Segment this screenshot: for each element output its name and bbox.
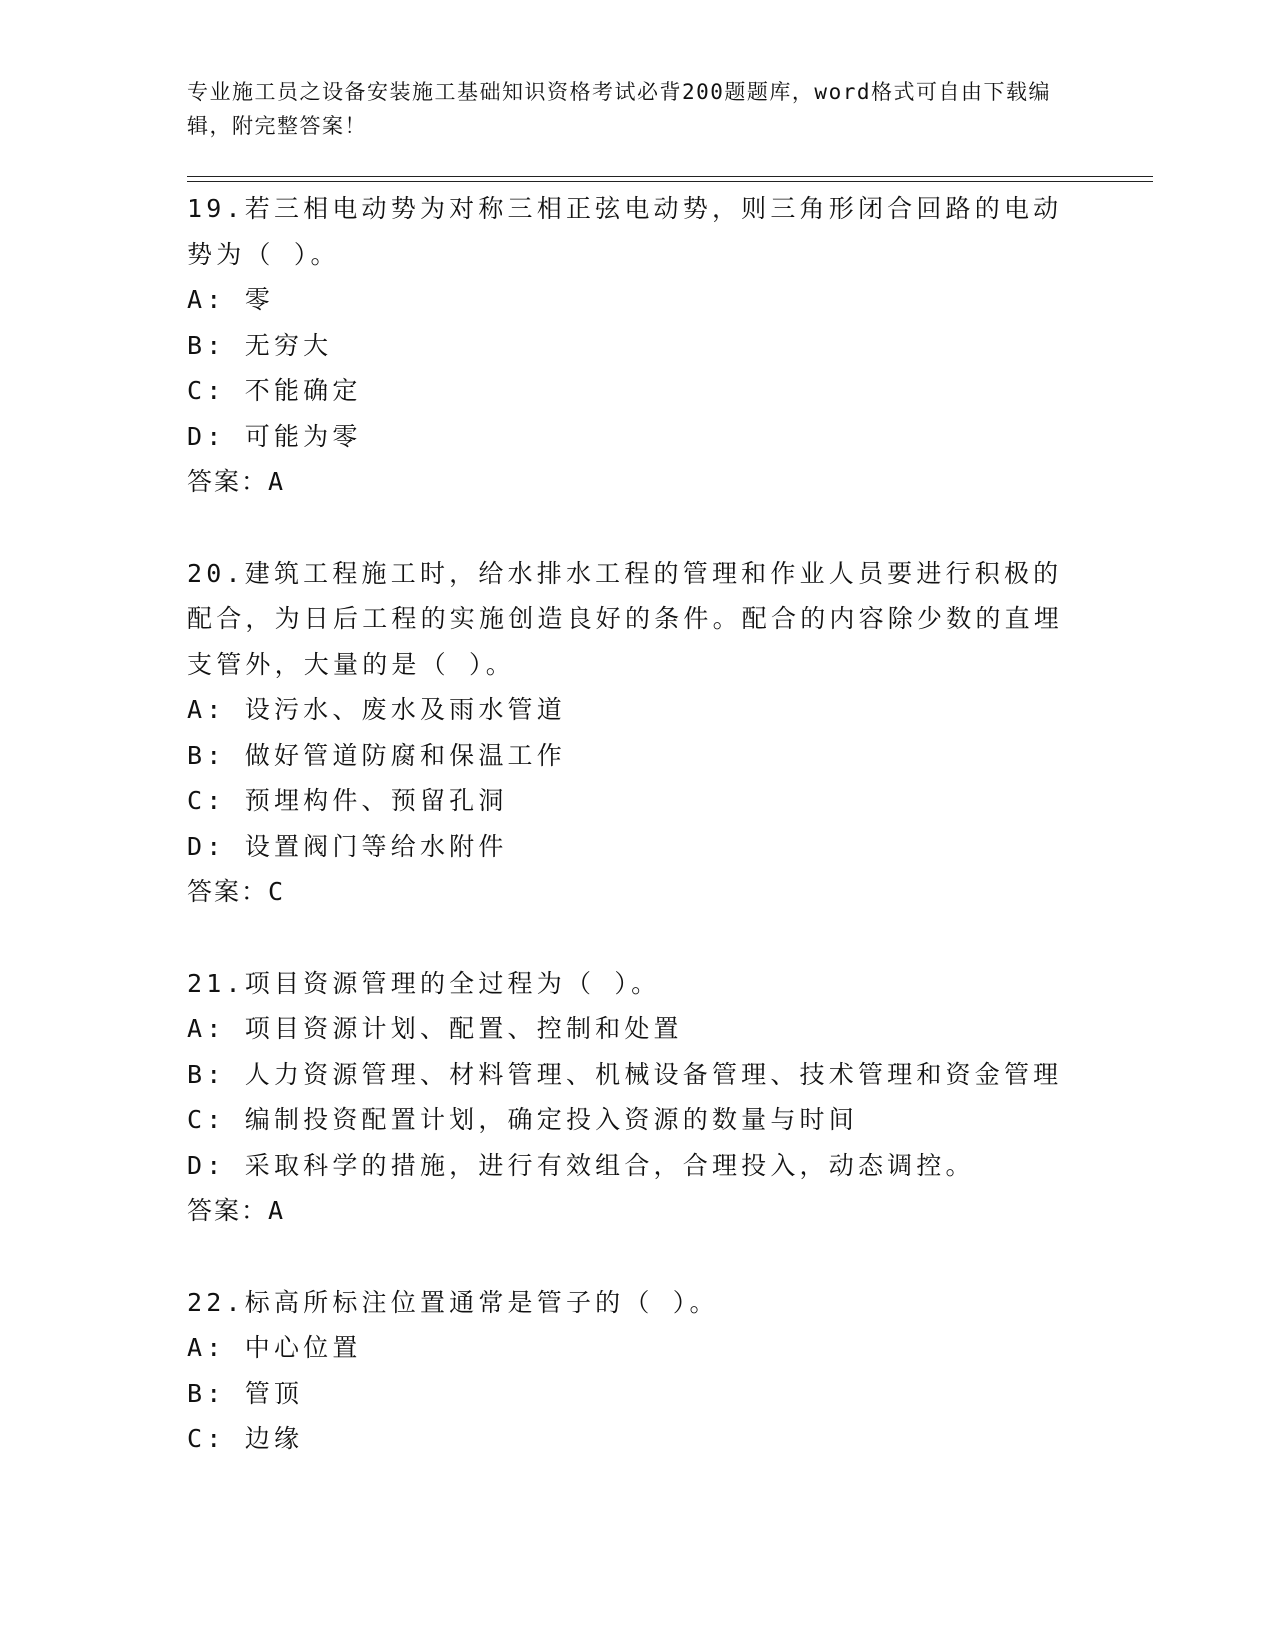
question-stem: 19.若三相电动势为对称三相正弦电动势，则三角形闭合回路的电动势为（ ）。 [187,194,1063,269]
answer-label: 答案： [187,1196,269,1225]
option-b: B: 做好管道防腐和保温工作 [187,740,566,770]
answer-line [187,1188,1087,1234]
option-d: D: 可能为零 [187,421,362,451]
option-c: C: 预埋构件、预留孔洞 [187,786,508,815]
option-b: B: 人力资源管理、材料管理、机械设备管理、技术管理和资金管理 [187,1059,1063,1089]
answer-label: 答案： [187,467,269,496]
question-21 [187,961,1087,1234]
option-a: A: 设污水、废水及雨水管道 [187,695,566,724]
answer-value: A [268,1196,284,1225]
option-a: A: 零 [187,285,274,314]
question-19 [187,186,1087,505]
answer-line [187,869,1087,915]
answer-label: 答案： [187,877,269,906]
option-c: C: 不能确定 [187,376,362,405]
option-d: D: 采取科学的措施，进行有效组合，合理投入，动态调控。 [187,1150,975,1180]
answer-value: A [268,467,284,496]
option-c: C: 边缘 [187,1424,304,1453]
answer-value: C [268,877,284,906]
question-20 [187,551,1087,915]
question-stem: 21.项目资源管理的全过程为（ ）。 [187,968,661,998]
document-header: 专业施工员之设备安装施工基础知识资格考试必背200题题库，word格式可自由下载编辑，附完整答案！ [187,80,1051,138]
question-stem: 22.标高所标注位置通常是管子的（ ）。 [187,1287,719,1317]
question-list [187,186,1087,1508]
option-a: A: 项目资源计划、配置、控制和处置 [187,1014,683,1043]
header-divider-secondary [187,181,1153,182]
option-b: B: 无穷大 [187,330,333,360]
option-a: A: 中心位置 [187,1333,362,1362]
answer-line [187,459,1087,505]
question-22 [187,1280,1087,1462]
option-c: C: 编制投资配置计划，确定投入资源的数量与时间 [187,1105,858,1134]
option-d: D: 设置阀门等给水附件 [187,831,508,861]
option-b: B: 管顶 [187,1378,304,1408]
question-stem: 20.建筑工程施工时，给水排水工程的管理和作业人员要进行积极的配合，为日后工程的实施创造良好的条件。配合的内容除少数的直埋支管外，大量的是（ ）。 [187,558,1064,679]
header-divider [187,176,1153,177]
